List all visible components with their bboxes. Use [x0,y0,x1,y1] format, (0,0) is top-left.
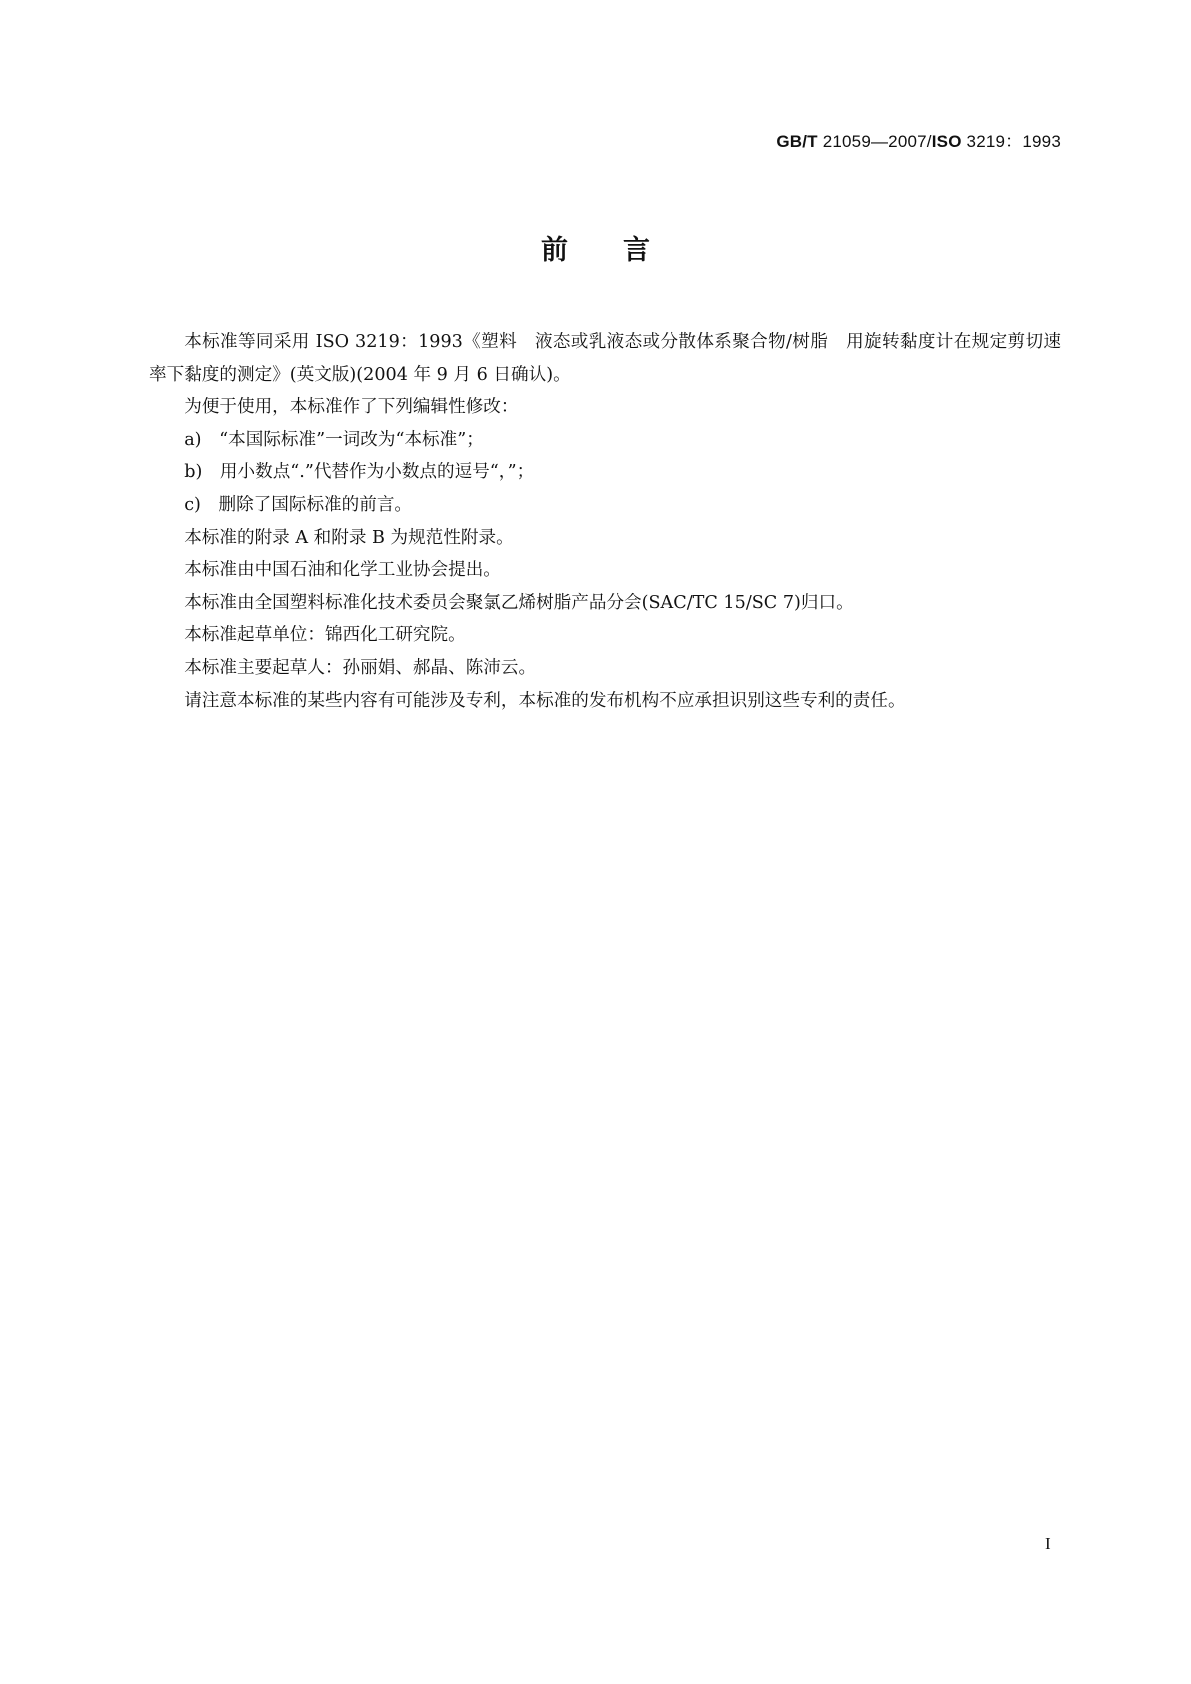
list-item-b: b) 用小数点“.”代替作为小数点的逗号“，”； [184,462,535,483]
paragraph-annexes: 本标准的附录 A 和附录 B 为规范性附录。 [184,527,514,548]
iso-prefix: ISO [931,132,962,151]
page-number: I [1045,1534,1051,1553]
paragraph-patent-notice: 请注意本标准的某些内容有可能涉及专利，本标准的发布机构不应承担识别这些专利的责任。 [184,690,906,711]
paragraph-editorial-intro: 为便于使用，本标准作了下列编辑性修改： [184,397,519,418]
page-title: 前言 [541,235,705,266]
paragraph-committee: 本标准由全国塑料标准化技术委员会聚氯乙烯树脂产品分会(SAC/TC 15/SC 7)归口。 [184,592,854,613]
gb-prefix: GB/T [776,132,818,151]
paragraph-drafting-unit: 本标准起草单位：锦西化工研究院。 [184,625,466,646]
iso-number: 3219：1993 [961,132,1061,151]
list-item-c: c) 删除了国际标准的前言。 [184,494,413,515]
paragraph-adoption: 本标准等同采用 ISO 3219：1993《塑料 液态或乳液态或分散体系聚合物/树脂 用旋转黏度计在规定剪切速率下黏度的测定》(英文版)(2004 年 9 月 6 日确认)。 [149,332,1061,385]
standard-code-header [776,127,1061,152]
list-item-a: a) “本国际标准”一词改为“本标准”； [184,429,484,450]
paragraph-drafters: 本标准主要起草人：孙丽娟、郝晶、陈沛云。 [184,657,537,678]
paragraph-proposer: 本标准由中国石油和化学工业协会提出。 [184,560,501,581]
gb-number: 21059—2007/ [817,132,932,151]
foreword-body [149,326,1061,717]
